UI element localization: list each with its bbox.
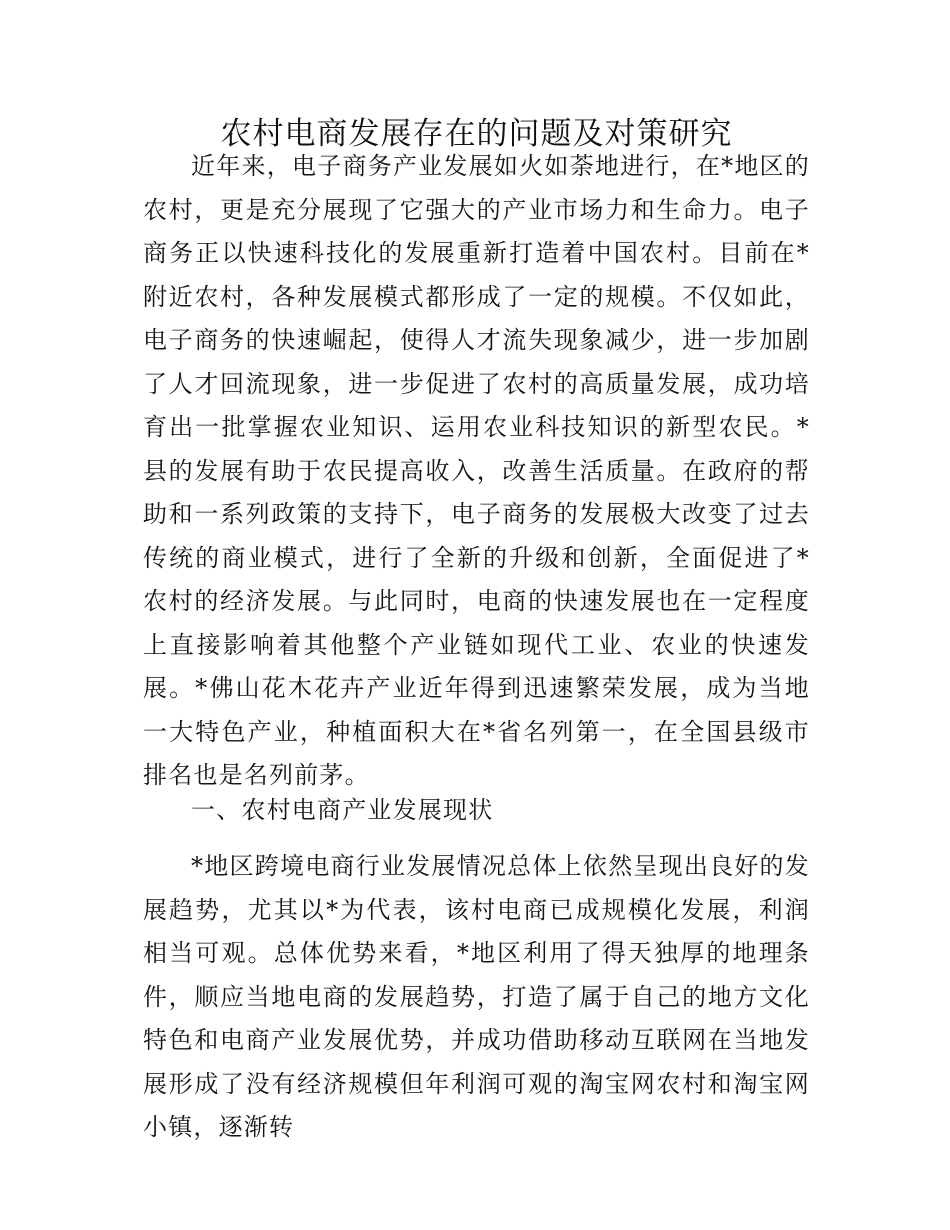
intro-paragraph: 近年来，电子商务产业发展如火如荼地进行，在*地区的农村，更是充分展现了它强大的产业市场力和生命力。电子商务正以快速科技化的发展重新打造着中国农村。目前在*附近农村，各种发展模式都形成了一定的规模。不仅如此，电子商务的快速崛起，使得人才流失现象减少，进一步加剧了人才回流现象，进一步促进了农村的高质量发展，成功培育出一批掌握农业知识、运用农业科技知识的新型农民。*县的发展有助于农民提高收入，改善生活质量。在政府的帮助和一系列政策的支持下，电子商务的发展极大改变了过去传统的商业模式，进行了全新的升级和创新，全面促进了*农村的经济发展。与此同时，电商的快速发展也在一定程度上直接影响着其他整个产业链如现代工业、农业的快速发展。*佛山花木花卉产业近年得到迅速繁荣发展，成为当地一大特色产业，种植面积大在*省名列第一，在全国县级市排名也是名列前茅。 [143, 152, 810, 789]
section-heading: 一、农村电商产业发展现状 [191, 796, 494, 824]
document-title: 农村电商发展存在的问题及对策研究 [220, 116, 733, 152]
section-paragraph: *地区跨境电商行业发展情况总体上依然呈现出良好的发展趋势，尤其以*为代表，该村电商已成规模化发展，利润相当可观。总体优势来看，*地区利用了得天独厚的地理条件，顺应当地电商的发展趋势，打造了属于自己的地方文化特色和电商产业发展优势，并成功借助移动互联网在当地发展形成了没有经济规模但年利润可观的淘宝网农村和淘宝网小镇，逐渐转 [143, 852, 810, 1141]
